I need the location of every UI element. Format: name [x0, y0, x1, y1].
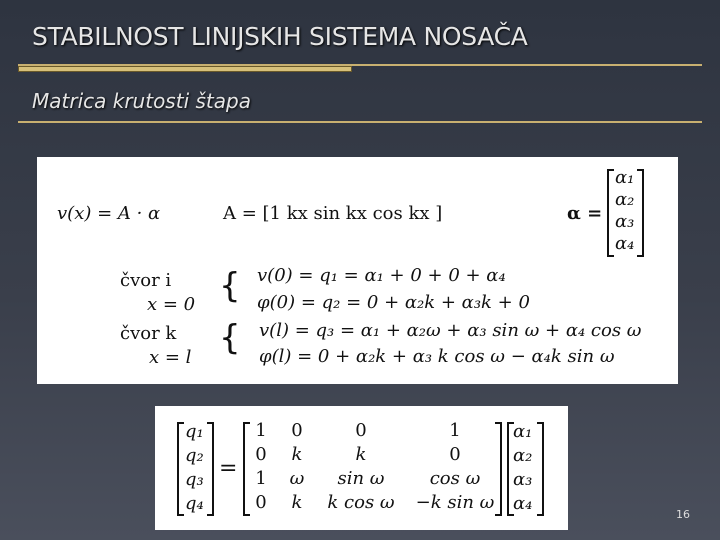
alpha2-bracket-right [537, 422, 544, 516]
matrix-cell: 1 [255, 468, 267, 489]
matrix-cell: −k sin ω [415, 492, 495, 513]
alpha2-1: α₁ [513, 421, 533, 442]
node-i-eq1: v(0) = q₁ = α₁ + 0 + 0 + α₄ [257, 265, 506, 286]
matrix-cell: 0 [449, 444, 461, 465]
eq-v-definition: v(x) = A · α [57, 203, 161, 224]
alpha-vector-2 [513, 420, 532, 516]
alpha-3: α₃ [615, 211, 635, 232]
page-number: 16 [676, 508, 690, 521]
title-accent-bar [18, 66, 352, 72]
matrix-cell: 0 [255, 444, 267, 465]
matrix-cell: 1 [255, 420, 267, 441]
alpha-bracket-left [607, 169, 614, 257]
node-k-condition: x = l [149, 347, 192, 368]
q-3: q₃ [185, 469, 204, 490]
matrix-cell: k cos ω [327, 492, 395, 513]
matrix-cell: sin ω [337, 468, 385, 489]
q-2: q₂ [185, 445, 204, 466]
node-i-condition: x = 0 [147, 294, 196, 315]
alpha-bracket-right [637, 169, 644, 257]
q-4: q₄ [185, 493, 204, 514]
matrix-cell: 0 [291, 420, 303, 441]
node-i-brace: { [219, 266, 241, 306]
matrix-cell: 0 [355, 420, 367, 441]
eq-A-definition: A = [1 kx sin kx cos kx ] [223, 203, 443, 224]
node-k-eq2: φ(l) = 0 + α₂k + α₃ k cos ω − α₄k sin ω [259, 346, 615, 367]
node-k-label: čvor k [120, 323, 177, 344]
q-bracket-left [177, 422, 184, 516]
node-k-brace: { [219, 318, 241, 358]
matrix-cell: cos ω [429, 468, 481, 489]
alpha-vector [615, 167, 634, 255]
node-i-label: čvor i [120, 270, 172, 291]
subtitle-underline [18, 121, 702, 123]
matrix-bracket-left [243, 422, 250, 516]
matrix-cell: ω [289, 468, 305, 489]
node-i-eq2: φ(0) = q₂ = 0 + α₂k + α₃k + 0 [257, 292, 530, 313]
slide-title: STABILNOST LINIJSKIH SISTEMA NOSAČA [32, 22, 528, 51]
matrix-cell: k [355, 444, 367, 465]
alpha-label: α = [567, 203, 603, 224]
matrix-cell: 0 [255, 492, 267, 513]
alpha-2: α₂ [615, 189, 635, 210]
matrix-cell: k [291, 492, 303, 513]
equations-panel [37, 157, 678, 384]
alpha2-2: α₂ [513, 445, 533, 466]
alpha-1: α₁ [615, 167, 635, 188]
node-k-eq1: v(l) = q₃ = α₁ + α₂ω + α₃ sin ω + α₄ cos ω [259, 320, 642, 341]
alpha2-4: α₄ [513, 493, 533, 514]
q-vector [185, 420, 204, 516]
slide-subtitle: Matrica krutosti štapa [32, 89, 251, 113]
equals-sign: = [219, 456, 238, 481]
q-1: q₁ [185, 421, 204, 442]
matrix-panel [155, 406, 568, 530]
matrix-bracket-right [495, 422, 502, 516]
q-bracket-right [207, 422, 214, 516]
matrix-cell: k [291, 444, 303, 465]
alpha-4: α₄ [615, 233, 635, 254]
alpha2-3: α₃ [513, 469, 533, 490]
matrix-cell: 1 [449, 420, 461, 441]
